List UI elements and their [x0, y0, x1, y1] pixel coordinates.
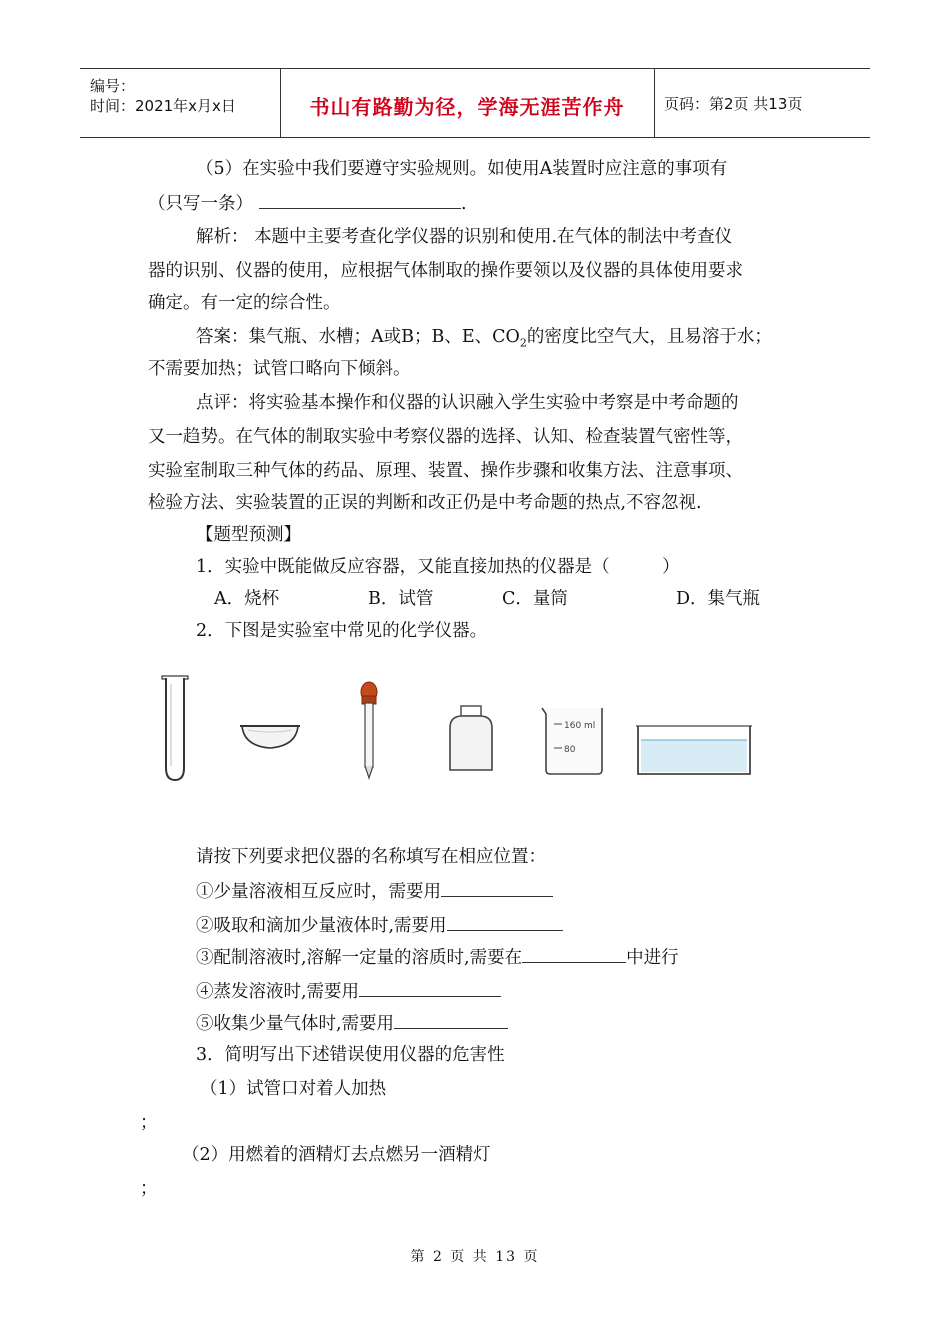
q2-item-2	[196, 914, 563, 937]
header-left-cell	[80, 69, 281, 137]
q2-item-5	[196, 1012, 508, 1035]
q3-text: 3．简明写出下述错误使用仪器的危害性	[196, 1045, 505, 1065]
q2-item-4-text: ④蒸发溶液时,需要用	[196, 982, 360, 1002]
code-label: 编号：	[90, 77, 136, 95]
gas-bottle-icon	[450, 706, 492, 770]
header-page-cell	[654, 69, 870, 137]
q2-text: 2．下图是实验室中常见的化学仪器。	[196, 621, 488, 641]
q3-item-2: （2）用燃着的酒精灯去点燃另一酒精灯	[182, 1145, 491, 1165]
test-tube-icon	[162, 676, 188, 780]
q1-text: 1．实验中既能做反应容器，又能直接加热的仪器是（ ）	[196, 557, 680, 577]
q2-item-5-blank[interactable]	[394, 1012, 508, 1029]
analysis-line3: 确定。有一定的综合性。	[148, 293, 341, 313]
q2-item-1-blank[interactable]	[441, 880, 553, 897]
q2-item-3-text: ③配制溶液时,溶解一定量的溶质时,需要在	[196, 948, 523, 968]
q1-option-b[interactable]: B．试管	[368, 589, 434, 609]
beaker-label-mid: 80	[564, 745, 576, 755]
q2-item-2-blank[interactable]	[447, 914, 563, 931]
motto: 书山有路勤为径，学海无涯苦作舟	[309, 95, 625, 119]
dropper-icon	[361, 682, 377, 778]
q3-item-2-end: ；	[140, 1179, 158, 1199]
header-motto-cell	[280, 69, 655, 137]
q5-answer-blank[interactable]	[259, 192, 461, 209]
q2-item-5-text: ⑤收集少量气体时,需要用	[196, 1014, 395, 1034]
answer-line1	[196, 326, 772, 355]
beaker-icon	[542, 708, 602, 774]
analysis-line2: 器的识别、仪器的使用，应根据气体制取的操作要领以及仪器的具体使用要求	[148, 261, 743, 281]
comment-line4: 检验方法、实验装置的正误的判断和改正仍是中考命题的热点,不容忽视.	[148, 493, 702, 513]
section-title: 【题型预测】	[196, 525, 301, 545]
analysis-line1: 解析： 本题中主要考查化学仪器的识别和使用.在气体的制法中考查仪	[196, 227, 733, 247]
q3-item-1: （1）试管口对着人加热	[200, 1079, 387, 1099]
page-footer: 第 2 页 共 13 页	[410, 1249, 540, 1265]
q5-line2-end: .	[461, 194, 467, 214]
q2-item-3-blank[interactable]	[522, 946, 626, 963]
beaker-label-top: 160 ml	[564, 721, 596, 731]
q2-item-1	[196, 880, 553, 903]
evaporating-dish-icon	[240, 726, 300, 748]
q2-item-1-text: ①少量溶液相互反应时，需要用	[196, 882, 441, 902]
q2-item-3-end: 中进行	[626, 948, 679, 968]
q1-option-c[interactable]: C．量筒	[502, 589, 568, 609]
time-label: 时间：2021年x月x日	[90, 97, 236, 115]
q2-item-3	[196, 946, 679, 969]
answer-line2: 不需要加热；试管口略向下倾斜。	[148, 359, 411, 379]
page-header	[80, 68, 870, 138]
comment-line1: 点评：将实验基本操作和仪器的认识融入学生实验中考察是中考命题的	[196, 393, 739, 413]
q2-item-4-blank[interactable]	[359, 980, 501, 997]
page-number-label: 页码：第2页 共13页	[664, 95, 803, 113]
comment-line2: 又一趋势。在气体的制取实验中考察仪器的选择、认知、检查装置气密性等，	[148, 427, 743, 447]
comment-line3: 实验室制取三种气体的药品、原理、装置、操作步骤和收集方法、注意事项、	[148, 461, 743, 481]
q2-item-4	[196, 980, 501, 1003]
q5-line1: （5）在实验中我们要遵守实验规则。如使用A装置时应注意的事项有	[196, 159, 728, 179]
answer-subscript: 2	[519, 336, 527, 350]
q1-option-d[interactable]: D．集气瓶	[676, 589, 761, 609]
q3-item-1-end: ；	[140, 1113, 158, 1133]
water-trough-icon	[636, 726, 752, 774]
instruments-figure	[150, 670, 770, 790]
answer-line1-b: 的密度比空气大，且易溶于水；	[526, 327, 772, 347]
answer-line1-a: 答案：集气瓶、水槽；A或B；B、E、CO	[196, 327, 520, 347]
q5-line2	[148, 192, 467, 215]
q2-item-2-text: ②吸取和滴加少量液体时,需要用	[196, 916, 447, 936]
q1-option-a[interactable]: A．烧杯	[214, 589, 280, 609]
q2-intro: 请按下列要求把仪器的名称填写在相应位置：	[196, 847, 546, 867]
q5-line2-text: （只写一条）	[148, 194, 253, 214]
